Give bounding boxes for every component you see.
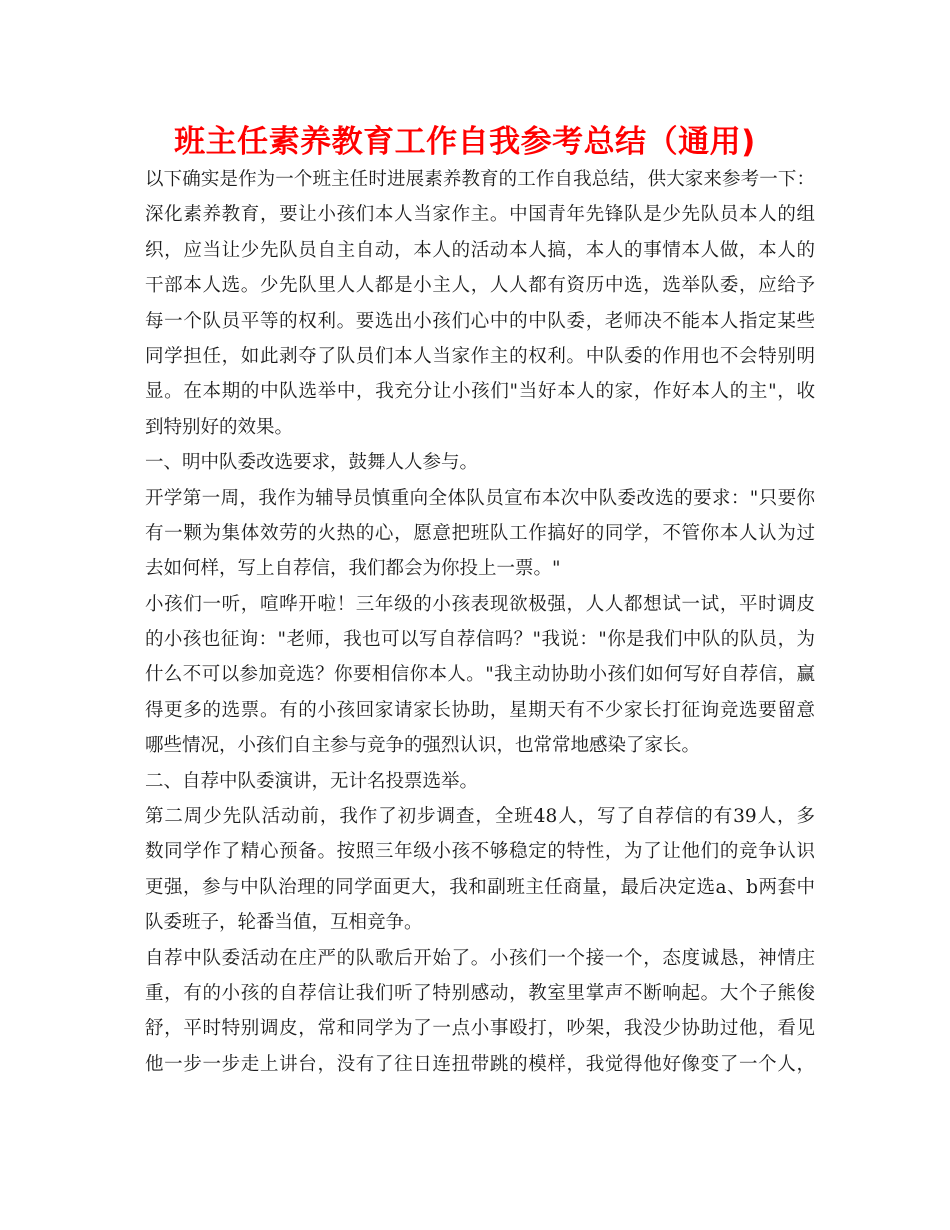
body-line: 二、自荐中队委演讲，无计名投票选举。 (145, 770, 479, 792)
body-line: 队委班子，轮番当值，互相竞争。 (145, 912, 423, 934)
body-line: 显。在本期的中队选举中，我充分让小孩们"当好本人的家，作好本人的主"，收 (145, 381, 815, 403)
body-line: 有一颗为集体效劳的火热的心，愿意把班队工作搞好的同学，不管你本人认为过 (145, 522, 815, 544)
body-line: 到特别好的效果。 (145, 416, 294, 438)
body-line: 舒，平时特别调皮，常和同学为了一点小事殴打，吵架，我没少协助过他，看见 (145, 1018, 815, 1040)
body-line: 第二周少先队活动前，我作了初步调查，全班48人，写了自荐信的有39人，多 (145, 806, 815, 828)
body-line: 的小孩也征询："老师，我也可以写自荐信吗？"我说："你是我们中队的队员，为 (145, 629, 815, 651)
body-line: 数同学作了精心预备。按照三年级小孩不够稳定的特性，为了让他们的竞争认识 (145, 841, 815, 863)
body-line: 深化素养教育，要让小孩们本人当家作主。中国青年先锋队是少先队员本人的组 (145, 204, 815, 226)
body-line: 重，有的小孩的自荐信让我们听了特别感动，教室里掌声不断响起。大个子熊俊 (145, 982, 815, 1004)
body-line: 哪些情况，小孩们自主参与竞争的强烈认识，也常常地感染了家长。 (145, 735, 701, 757)
document-body (145, 162, 815, 1082)
body-line: 织，应当让少先队员自主自动，本人的活动本人搞，本人的事情本人做，本人的 (145, 239, 815, 261)
document-title: 班主任素养教育工作自我参考总结（通用) (174, 124, 756, 160)
body-line: 自荐中队委活动在庄严的队歌后开始了。小孩们一个接一个，态度诚恳，神情庄 (145, 947, 815, 969)
body-line: 开学第一周，我作为辅导员慎重向全体队员宣布本次中队委改选的要求："只要你 (145, 487, 815, 509)
body-line: 一、明中队委改选要求，鼓舞人人参与。 (145, 452, 479, 474)
body-line: 同学担任，如此剥夺了队员们本人当家作主的权利。中队委的作用也不会特别明 (145, 345, 815, 367)
body-line: 去如何样，写上自荐信，我们都会为你投上一票。" (145, 558, 561, 580)
body-line: 他一步一步走上讲台，没有了往日连扭带跳的模样，我觉得他好像变了一个人， (145, 1053, 815, 1075)
body-line: 更强，参与中队治理的同学面更大，我和副班主任商量，最后决定选a、b两套中 (145, 876, 815, 898)
body-line: 干部本人选。少先队里人人都是小主人，人人都有资历中选，选举队委，应给予 (145, 275, 815, 297)
body-line: 小孩们一听，喧哗开啦！三年级的小孩表现欲极强，人人都想试一试，平时调皮 (145, 593, 815, 615)
body-line: 以下确实是作为一个班主任时进展素养教育的工作自我总结，供大家来参考一下： (145, 169, 815, 190)
body-line: 什么不可以参加竞选？你要相信你本人。"我主动协助小孩们如何写好自荐信，赢 (145, 664, 815, 686)
body-line: 每一个队员平等的权利。要选出小孩们心中的中队委，老师决不能本人指定某些 (145, 310, 815, 332)
body-line: 得更多的选票。有的小孩回家请家长协助，星期天有不少家长打征询竞选要留意 (145, 699, 815, 721)
